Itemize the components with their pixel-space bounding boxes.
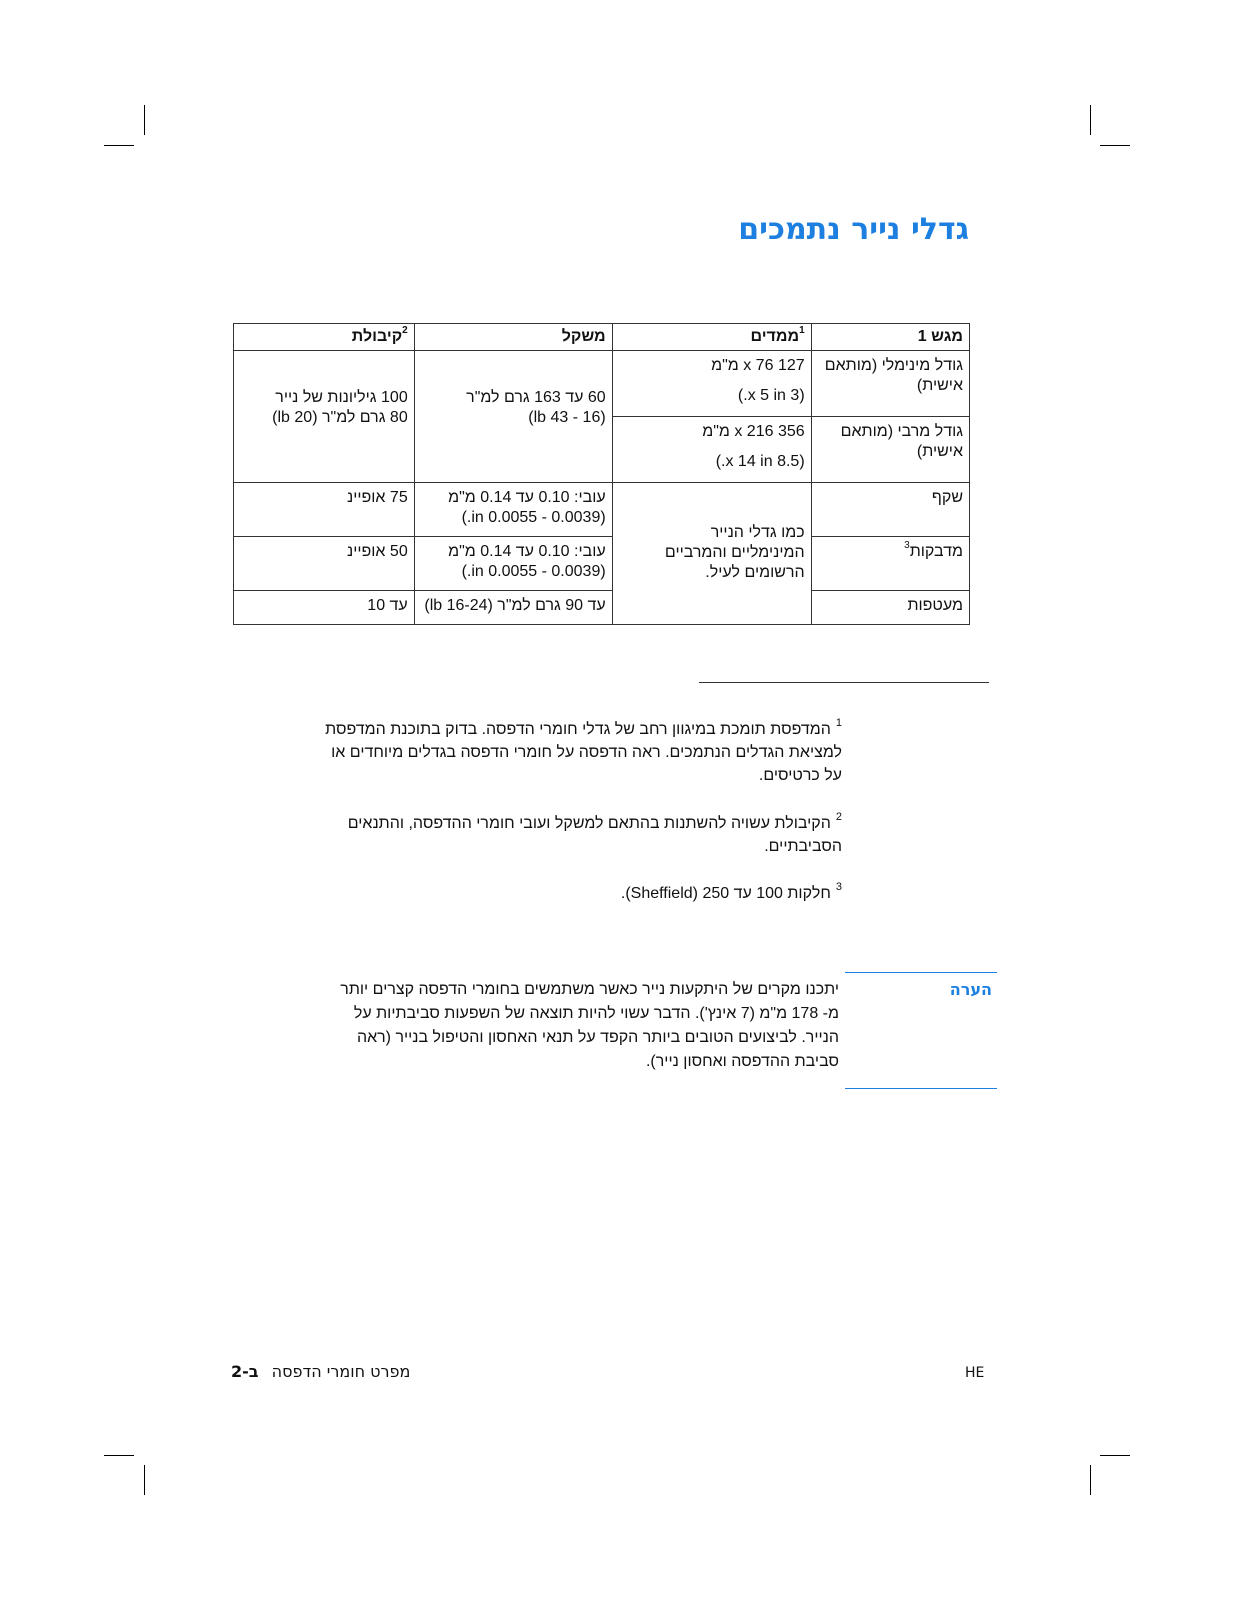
note-top-rule	[845, 972, 997, 973]
crop-mark	[104, 145, 134, 146]
footnote-1: $^1$המדפסת תומכת במיגוון רחב של גדלי חומרי הדפסה. בדוק בתוכנת המדפסת למציאת הגדלים הנתמכים. ראה הדפסה על חומרי הדפסה בגדלים מיוחדים או על כרטיסים.	[325, 716, 842, 784]
cell-min-size-dims: 127 x 76 מ"מ (3 x 5 in.)	[612, 351, 811, 417]
cell-envelopes-capacity: עד 10	[234, 591, 415, 625]
table-row	[234, 483, 970, 537]
footnote-ref: 2	[402, 324, 408, 336]
table-row	[234, 537, 970, 591]
footnote-ref: 1	[799, 324, 805, 336]
cell-max-size-dims: 356 x 216 מ"מ (8.5 x 14 in.)	[612, 417, 811, 483]
table-row	[234, 591, 970, 625]
crop-mark	[1100, 1455, 1130, 1456]
cell-shared-dims: כמו גדלי הנייר המינימליים והמרביים הרשומים לעיל.	[612, 483, 811, 625]
table-header-row	[234, 324, 970, 351]
footer-section-title: מפרט חומרי הדפסה	[271, 1362, 411, 1381]
table-row	[234, 351, 970, 417]
cell-paper-capacity: 100 גיליונות של נייר 80 גרם למ"ר (20 lb)	[234, 351, 415, 483]
cell-labels-weight: עובי: 0.10 עד 0.14 מ"מ (0.0039 - 0.0055 in.)	[414, 537, 612, 591]
footer-language: HE	[965, 1365, 985, 1381]
header-dimensions: $^1$ממדים	[612, 324, 811, 351]
note-label: הערה	[949, 980, 992, 999]
crop-mark	[104, 1455, 134, 1456]
cell-paper-weight: 60 עד 163 גרם למ"ר (16 - 43 lb)	[414, 351, 612, 483]
footnote-ref: 3	[904, 539, 910, 551]
note-text: יתכנו מקרים של היתקעות נייר כאשר משתמשים בחומרי הדפסה קצרים יותר מ- 178 מ"מ (7 אינץ'). הדבר עשוי להיות תוצאה של השפעות סביבתיות על הנייר. לביצועים הטובים ביותר הקפד על תנאי האחסון והטיפול בנייר (ראה סביבת ההדפסה ואחסון נייר).	[340, 981, 839, 1070]
crop-mark	[1090, 105, 1091, 135]
cell-labels-capacity: 50 אופיינ	[234, 537, 415, 591]
cell-min-size-label: גודל מינימלי (מותאם אישית)	[811, 351, 969, 417]
footnote-3: $^3$חלקות 100 עד 250 (Sheffield).	[620, 880, 842, 902]
cell-envelopes-label: מעטפות	[811, 591, 969, 625]
cell-transparency-capacity: 75 אופיינ	[234, 483, 415, 537]
cell-envelopes-weight: עד 90 גרם למ"ר (16-24 lb)	[414, 591, 612, 625]
crop-mark	[1100, 145, 1130, 146]
cell-labels-label: מדבקות$^3$	[811, 537, 969, 591]
footnote-2: $^2$הקיבולת עשויה להשתנות בהתאם למשקל ועובי חומרי ההדפסה, והתנאים הסביבתיים.	[347, 810, 842, 855]
cell-max-size-label: גודל מרבי (מותאם אישית)	[811, 417, 969, 483]
crop-mark	[144, 105, 145, 135]
crop-mark	[1090, 1465, 1091, 1495]
paper-size-table	[233, 323, 970, 625]
crop-mark	[144, 1465, 145, 1495]
page-number: ב-2	[231, 1362, 259, 1381]
note-bottom-rule	[845, 1088, 997, 1089]
cell-transparency-label: שקף	[811, 483, 969, 537]
footnote-divider	[699, 682, 989, 683]
header-capacity: $^2$קיבולת	[234, 324, 415, 351]
footer-section	[231, 1362, 410, 1381]
header-weight: משקל	[414, 324, 612, 351]
page-title: גדלי נייר נתמכים	[738, 212, 969, 247]
cell-transparency-weight: עובי: 0.10 עד 0.14 מ"מ (0.0039 - 0.0055 in.)	[414, 483, 612, 537]
header-tray: מגש 1	[811, 324, 969, 351]
